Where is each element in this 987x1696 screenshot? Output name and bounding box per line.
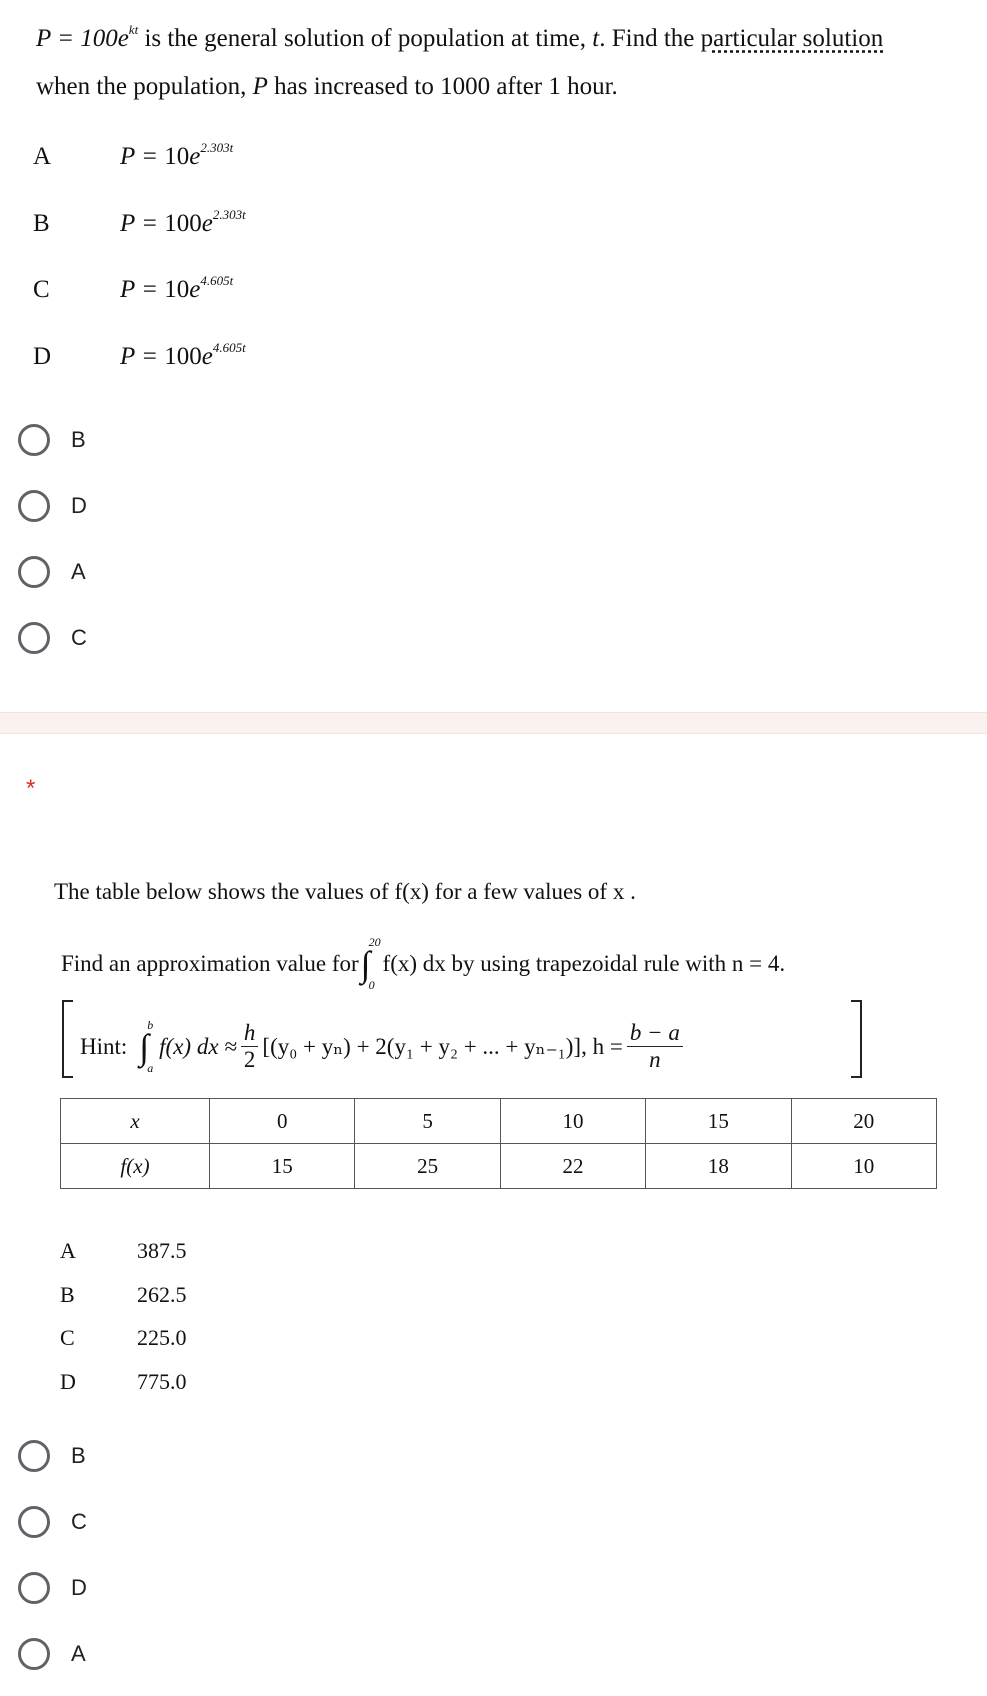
stem-part1: is the general solution of population at time, xyxy=(138,25,593,52)
q2-option-d xyxy=(60,1369,187,1395)
q1-choice-label[interactable]: D xyxy=(71,493,87,518)
q1-option-c xyxy=(33,273,233,304)
table-cell: 0 xyxy=(210,1099,355,1144)
q1-option-expression: $P = 100e^{4.605t}$ xyxy=(120,340,246,370)
q2-option-value: 387.5 xyxy=(137,1238,187,1263)
q1-option-a xyxy=(33,140,233,171)
table-cell: 15 xyxy=(210,1144,355,1189)
table-cell: 10 xyxy=(500,1099,645,1144)
hint-box xyxy=(62,1000,862,1074)
hint-integrand: f(x) dx ≈ xyxy=(159,1033,237,1059)
q1-option-d xyxy=(33,340,246,371)
q2-option-value: 775.0 xyxy=(137,1369,187,1394)
q2-option-b xyxy=(60,1282,187,1308)
line2-suffix: f(x) dx by using trapezoidal rule with n = 4. xyxy=(382,951,786,976)
q2-option-letter: B xyxy=(60,1282,75,1307)
q2-choice-a[interactable] xyxy=(18,1638,86,1670)
stem-part3: when the population, xyxy=(36,73,253,100)
table-row xyxy=(61,1099,937,1144)
stem-P: P xyxy=(252,73,268,100)
question2-line2 xyxy=(61,935,786,992)
required-marker: * xyxy=(26,775,36,802)
table-cell: 15 xyxy=(646,1099,791,1144)
q1-choice-d[interactable] xyxy=(18,490,87,522)
stem-exponent: kt xyxy=(128,22,139,37)
q2-option-letter: A xyxy=(60,1238,76,1263)
section-divider xyxy=(0,712,987,734)
q2-choice-label[interactable]: D xyxy=(71,1575,87,1600)
q1-option-letter: A xyxy=(33,143,52,170)
h-over-2-fraction: $\frac{h}{2}$ xyxy=(241,1020,259,1073)
q2-option-a xyxy=(60,1238,187,1264)
left-bracket xyxy=(62,1000,73,1078)
question2-line1: The table below shows the values of f(x) for a few values of x . xyxy=(54,879,636,904)
question1-stem xyxy=(36,6,956,111)
stem-underlined: particular solution xyxy=(700,25,884,52)
table-cell: 25 xyxy=(355,1144,500,1189)
line2-prefix: Find an approximation value for xyxy=(61,951,359,976)
radio-button-icon[interactable] xyxy=(18,1572,50,1604)
q2-choice-label[interactable]: B xyxy=(71,1443,86,1468)
q2-choice-label[interactable]: C xyxy=(71,1509,87,1534)
q2-option-value: 262.5 xyxy=(137,1282,187,1307)
values-table xyxy=(60,1098,937,1189)
q1-choice-label[interactable]: B xyxy=(71,427,86,452)
radio-button-icon[interactable] xyxy=(18,490,50,522)
q1-option-expression: $P = 10e^{4.605t}$ xyxy=(120,273,234,303)
radio-button-icon[interactable] xyxy=(18,424,50,456)
b-minus-a-over-n-fraction: $\frac{b - a}{n}$ xyxy=(627,1020,683,1073)
right-bracket xyxy=(851,1000,862,1078)
radio-button-icon[interactable] xyxy=(18,622,50,654)
radio-button-icon[interactable] xyxy=(18,1506,50,1538)
hint-formula xyxy=(80,1017,687,1075)
hint-label: Hint: xyxy=(80,1033,128,1059)
integral-sign: ∫ 20 0 xyxy=(360,935,381,992)
hint-body: [(y₀ + yₙ) + 2(y₁ + y₂ + ... + yₙ₋₁)], h = xyxy=(262,1033,623,1059)
q1-choice-a[interactable] xyxy=(18,556,86,588)
q2-choice-c[interactable] xyxy=(18,1506,87,1538)
table-cell: 18 xyxy=(646,1144,791,1189)
stem-t: t xyxy=(592,25,600,52)
q2-choice-label[interactable]: A xyxy=(71,1641,86,1666)
q1-choice-label[interactable]: A xyxy=(71,559,86,584)
q1-option-letter: D xyxy=(33,343,52,370)
q2-option-c xyxy=(60,1325,187,1351)
q2-option-letter: C xyxy=(60,1325,75,1350)
stem-part2: . Find the xyxy=(599,25,701,52)
table-header-fx: f(x) xyxy=(61,1144,210,1189)
q1-choice-c[interactable] xyxy=(18,622,87,654)
q1-option-expression: $P = 100e^{2.303t}$ xyxy=(120,207,246,237)
q1-option-expression: $P = 10e^{2.303t}$ xyxy=(120,140,234,170)
integral-sign: ∫ b a xyxy=(139,1017,154,1075)
table-cell: 22 xyxy=(500,1144,645,1189)
q2-choice-b[interactable] xyxy=(18,1440,86,1472)
table-cell: 10 xyxy=(791,1144,936,1189)
stem-formula: P = 100e xyxy=(36,25,129,52)
q2-option-value: 225.0 xyxy=(137,1325,187,1350)
radio-button-icon[interactable] xyxy=(18,556,50,588)
q1-option-letter: C xyxy=(33,276,50,303)
q1-choice-b[interactable] xyxy=(18,424,86,456)
radio-button-icon[interactable] xyxy=(18,1638,50,1670)
table-row xyxy=(61,1144,937,1189)
table-cell: 20 xyxy=(791,1099,936,1144)
q2-choice-d[interactable] xyxy=(18,1572,87,1604)
q1-option-letter: B xyxy=(33,210,50,237)
radio-button-icon[interactable] xyxy=(18,1440,50,1472)
table-cell: 5 xyxy=(355,1099,500,1144)
q1-option-b xyxy=(33,207,246,238)
q1-choice-label[interactable]: C xyxy=(71,625,87,650)
q2-option-letter: D xyxy=(60,1369,76,1394)
table-header-x: x xyxy=(61,1099,210,1144)
stem-part4: has increased to 1000 after 1 hour. xyxy=(267,73,618,100)
